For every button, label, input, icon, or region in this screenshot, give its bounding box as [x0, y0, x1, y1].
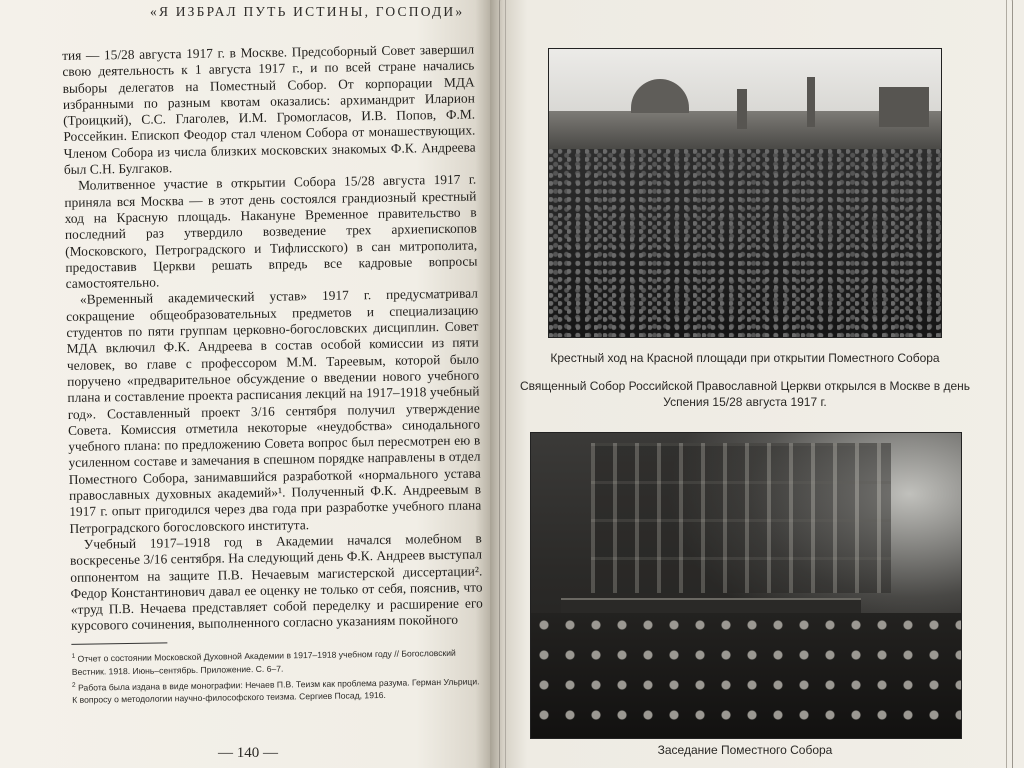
- footnote-1-number: 1: [71, 652, 76, 660]
- running-head: «Я ИЗБРАЛ ПУТЬ ИСТИНЫ, ГОСПОДИ»: [150, 4, 465, 19]
- photo-tower: [807, 77, 815, 127]
- page-number: — 140 —: [218, 745, 278, 761]
- paragraph-2: Молитвенное участие в открытии Собора 15/28 августа 1917 г. приняла вся Москва — в этот день состоялся грандиозный крестный ход на Красную площадь. Накануне Временное правительство в последний раз утвердило возведение трех архиепископов (Московского, Петроградского и Тифлисского) в сан митрополита, предоставив Церкви решать впредь все кадровые вопросы самостоятельно.: [64, 171, 478, 292]
- photo-tower: [737, 89, 747, 129]
- left-page: [0, 0, 490, 768]
- paragraph-3: «Временный академический устав» 1917 г. предусматривал сокращение общеобразовательных предметов и специализацию студентов по пяти группам церковно-богословских дисциплин. Совет МДА включил Ф.К. Андреева в состав особой комиссии из пяти человек, во главе с профессором М.М. Тареевым, которой было поручено «предварительное обсуждение о введении нового учебного плана и составление проекта расписания лекций на 1917–1918 учебный год». Составленный проект 3/16 сентября получил утверждение Совета. Комиссия отметила некоторые «неудобства» синодального учебного плана: по предложению Совета вопрос был пересмотрен ею в усиленном составе и замечания в спешном порядке направлены в отдел Поместного Собора, занимавшийся разработкой «нормального устава православных духовных академий»¹. Полученный Ф.К. Андреевым в 1917 г. опыт пригодился через два года при разработке учебного плана Петроградского богословского института.: [66, 285, 482, 536]
- photo-council-session: [530, 432, 962, 739]
- footnote-2-text: Работа была издана в виде монографии: Нечаев П.В. Теизм как проблема разума. Герман Ульрици. К вопросу о методологии научно-философского теизма. Сергиев Посад, 1916.: [72, 675, 480, 706]
- photo-red-square-procession: [548, 48, 942, 338]
- footnote-2-number: 2: [71, 681, 76, 689]
- body-text: [62, 42, 484, 708]
- paragraph-4: Учебный 1917–1918 год в Академии начался молебном в воскресенье 3/16 сентября. На следующий день Ф.К. Андреев выступал оппонентом на защите П.В. Нечаевым магистерской диссертации². Федор Константинович давал ее оценку не только от себя, пояснив, что «труд П.В. Нечаева представляет собой переделку и расширение его курсового сочинения, выполненного согласно указаниям покойного: [69, 530, 483, 634]
- photo-historical-museum: [879, 87, 929, 127]
- footnote-2: [72, 672, 484, 707]
- photo-crowd: [549, 149, 941, 337]
- photo-iconostasis: [591, 443, 891, 593]
- right-page: [490, 0, 1024, 768]
- paragraph-1: тия — 15/28 августа 1917 г. в Москве. Предсоборный Совет завершил свою деятельность к 1 августа 1917 г., и по всей стране начались выборы делегатов на Поместный Собор. От корпорации МДА избранными по разным квотам оказались: архимандрит Иларион (Троицкий), С.С. Глаголев, И.М. Громогласов, И.В. Попов, Ф.М. Россейкин. Епископ Феодор стал членом Собора от монашествующих. Членом Собора из числа близких московских знакомых Ф.К. Андреева был С.Н. Булгаков.: [62, 41, 476, 178]
- footnote-1-text: Отчет о состоянии Московской Духовной Академии в 1917–1918 учебном году // Богословский Вестник. 1918. Июнь–сентябрь. Приложение. С. 6–7.: [71, 647, 456, 677]
- photo-seated-delegates: [531, 613, 961, 738]
- footnote-divider: [71, 642, 167, 645]
- caption-event: Священный Собор Российской Православной Церкви открылся в Москве в день Успения 15/28 августа 1917 г.: [520, 379, 971, 409]
- caption-photo-2: Заседание Поместного Собора: [657, 743, 833, 757]
- caption-photo-1: Крестный ход на Красной площади при открытии Поместного Собора: [550, 351, 940, 365]
